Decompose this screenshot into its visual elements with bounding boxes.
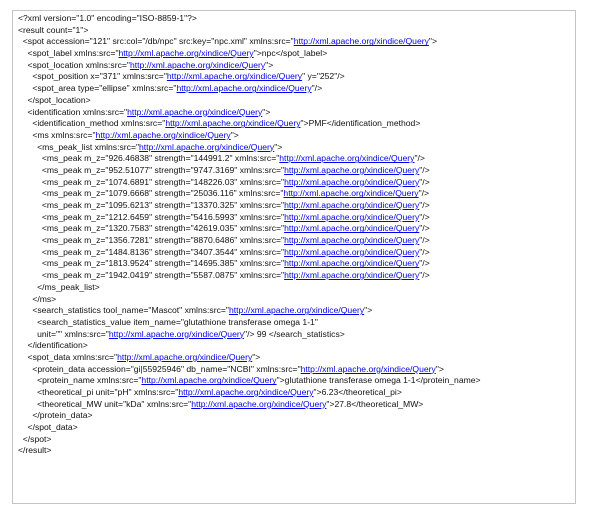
xml-text: "/> (419, 235, 430, 246)
xml-text: unit="" xmlns:src=" (18, 328, 109, 339)
xml-text: <ms_peak m_z="926.46838" strength="144991.2" xmlns:src=" (18, 153, 280, 164)
xml-text: <spot_position x="371" xmlns:src=" (18, 71, 167, 82)
namespace-link[interactable]: http://xml.apache.org/xindice/Query (283, 188, 419, 199)
xml-text: <?xml version="1.0" encoding="ISO-8859-1"?> (18, 13, 197, 23)
xml-line (18, 153, 575, 165)
xml-text: "/> (414, 153, 425, 164)
xml-line (18, 200, 575, 212)
xml-text: <ms_peak m_z="1356.7281" strength="8870.6486" xmlns:src=" (18, 235, 285, 246)
xml-text: ">PMF</identification_method> (300, 118, 421, 129)
xml-line (18, 445, 575, 457)
xml-text: </spot> (18, 433, 52, 444)
xml-line (18, 258, 575, 270)
xml-text: "/> (419, 258, 430, 269)
xml-text: <ms_peak m_z="1079.6668" strength="25036.116" xmlns:src=" (18, 188, 284, 199)
xml-text: " y="252"/> (302, 71, 345, 82)
xml-text: </spot_location> (18, 94, 91, 105)
xml-line (18, 25, 575, 37)
xml-text: <ms xmlns:src=" (18, 129, 96, 140)
xml-text: ">6.23</theoretical_pi> (313, 387, 402, 397)
namespace-link[interactable]: http://xml.apache.org/xindice/Query (139, 141, 275, 152)
xml-line (18, 329, 575, 341)
namespace-link[interactable]: http://xml.apache.org/xindice/Query (191, 398, 327, 409)
xml-text: "/> (419, 270, 430, 281)
namespace-link[interactable]: http://xml.apache.org/xindice/Query (176, 83, 312, 94)
xml-line (18, 270, 575, 282)
xml-text: </ms> (18, 293, 57, 304)
xml-text: <ms_peak m_z="1484.8136" strength="3407.3544" xmlns:src=" (18, 246, 285, 257)
xml-line (18, 375, 575, 387)
xml-text: "/> (419, 164, 430, 175)
xml-text: <identification xmlns:src=" (18, 106, 128, 117)
namespace-link[interactable]: http://xml.apache.org/xindice/Query (284, 258, 420, 269)
xml-line (18, 223, 575, 235)
xml-text: ">glutathione transferase omega 1-1</protein_name> (276, 375, 481, 386)
namespace-link[interactable]: http://xml.apache.org/xindice/Query (279, 153, 415, 164)
xml-text: "> (274, 141, 283, 152)
xml-text: <ms_peak_list xmlns:src=" (18, 141, 140, 152)
xml-text: <ms_peak m_z="1813.9524" strength="14695.385" xmlns:src=" (18, 258, 285, 269)
xml-text: <ms_peak m_z="1074.6891" strength="148226.03" xmlns:src=" (18, 176, 285, 187)
xml-text: <theoretical_MW unit="kDa" xmlns:src=" (18, 398, 192, 409)
namespace-link[interactable]: http://xml.apache.org/xindice/Query (284, 235, 420, 246)
xml-line (18, 212, 575, 224)
namespace-link[interactable]: http://xml.apache.org/xindice/Query (284, 211, 420, 222)
xml-line (18, 235, 575, 247)
namespace-link[interactable]: http://xml.apache.org/xindice/Query (166, 71, 303, 82)
xml-document-viewer (12, 10, 576, 504)
xml-line (18, 48, 575, 60)
xml-line (18, 410, 575, 422)
namespace-link[interactable]: http://xml.apache.org/xindice/Query (127, 106, 263, 117)
namespace-link[interactable]: http://xml.apache.org/xindice/Query (117, 351, 253, 362)
xml-text: <protein_data accession="gi|55925946" db_name="NCBI" xmlns:src=" (18, 363, 301, 374)
xml-text: <result count="1"> (18, 24, 89, 35)
namespace-link[interactable]: http://xml.apache.org/xindice/Query (178, 387, 314, 397)
xml-text: </protein_data> (18, 410, 93, 421)
xml-text: "> (265, 59, 274, 70)
xml-line (18, 130, 575, 142)
xml-line (18, 118, 575, 130)
namespace-link[interactable]: http://xml.apache.org/xindice/Query (284, 164, 420, 175)
xml-line (18, 387, 575, 399)
xml-line (18, 422, 575, 434)
xml-text: "/> (418, 188, 430, 199)
xml-text: <spot_label xmlns:src=" (18, 48, 119, 59)
xml-line (18, 13, 575, 25)
xml-text: "/> 99 </search_statistics> (244, 328, 345, 339)
xml-line (18, 142, 575, 154)
namespace-link[interactable]: http://xml.apache.org/xindice/Query (95, 129, 231, 140)
xml-text: "> (252, 351, 261, 362)
xml-text: <ms_peak m_z="952.51077" strength="9747.3169" xmlns:src=" (18, 164, 285, 175)
xml-line (18, 95, 575, 107)
xml-text: "> (435, 363, 444, 374)
xml-text: "> (262, 106, 271, 117)
xml-line (18, 71, 575, 83)
xml-text: </identification> (18, 340, 88, 351)
xml-text: "/> (419, 176, 430, 187)
xml-text: <spot_area type="ellipse" xmlns:src=" (18, 83, 177, 94)
xml-line (18, 317, 575, 329)
xml-text: <search_statistics_value item_name="glutathione transferase omega 1-1" (18, 316, 318, 327)
xml-text: "/> (311, 83, 323, 94)
xml-text: </spot_data> (18, 422, 78, 433)
xml-line (18, 282, 575, 294)
xml-text: "> (428, 36, 437, 47)
namespace-link[interactable]: http://xml.apache.org/xindice/Query (108, 328, 245, 339)
xml-line (18, 364, 575, 376)
xml-text: "> (230, 129, 239, 140)
namespace-link[interactable]: http://xml.apache.org/xindice/Query (118, 48, 254, 59)
xml-text: "/> (419, 200, 430, 210)
xml-text: <identification_method xmlns:src=" (18, 118, 166, 129)
namespace-link[interactable]: http://xml.apache.org/xindice/Query (284, 270, 420, 281)
xml-line (18, 177, 575, 189)
xml-line (18, 165, 575, 177)
xml-text: <search_statistics tool_name="Mascot" xmlns:src=" (18, 305, 229, 316)
xml-text: <protein_name xmlns:src=" (18, 375, 142, 386)
xml-line (18, 247, 575, 259)
xml-text: <spot accession="121" src:col="/db/npc" src:key="npc.xml" xmlns:src=" (18, 36, 294, 47)
xml-line (18, 36, 575, 48)
namespace-link[interactable]: http://xml.apache.org/xindice/Query (129, 59, 266, 70)
xml-line (18, 399, 575, 411)
namespace-link[interactable]: http://xml.apache.org/xindice/Query (228, 305, 365, 316)
xml-line (18, 305, 575, 317)
xml-text: <theoretical_pi unit="pH" xmlns:src=" (18, 387, 179, 397)
xml-line (18, 434, 575, 446)
namespace-link[interactable]: http://xml.apache.org/xindice/Query (165, 118, 301, 129)
xml-text: ">27.8</theoretical_MW> (326, 398, 424, 409)
namespace-link[interactable]: http://xml.apache.org/xindice/Query (293, 36, 429, 47)
xml-text: <ms_peak m_z="1320.7583" strength="42619.035" xmlns:src=" (18, 223, 285, 234)
namespace-link[interactable]: http://xml.apache.org/xindice/Query (284, 176, 420, 187)
xml-text: ">npc</spot_label> (253, 48, 328, 59)
xml-text: <ms_peak m_z="1942.0419" strength="5587.0875" xmlns:src=" (18, 270, 285, 281)
xml-line (18, 107, 575, 119)
namespace-link[interactable]: http://xml.apache.org/xindice/Query (284, 223, 420, 234)
xml-text: <ms_peak m_z="1212.6459" strength="5416.5993" xmlns:src=" (18, 211, 285, 222)
xml-line (18, 188, 575, 200)
xml-text: "/> (419, 223, 430, 234)
xml-text: </ms_peak_list> (18, 281, 100, 292)
namespace-link[interactable]: http://xml.apache.org/xindice/Query (284, 200, 420, 210)
xml-line (18, 294, 575, 306)
xml-text: <spot_location xmlns:src=" (18, 59, 130, 70)
xml-text: "/> (419, 246, 430, 257)
xml-line (18, 352, 575, 364)
xml-line (18, 340, 575, 352)
xml-text: "> (364, 305, 373, 316)
xml-text: "/> (419, 211, 430, 222)
xml-text: </result> (18, 445, 52, 456)
namespace-link[interactable]: http://xml.apache.org/xindice/Query (141, 375, 277, 386)
namespace-link[interactable]: http://xml.apache.org/xindice/Query (284, 246, 420, 257)
xml-line (18, 60, 575, 72)
xml-text: <ms_peak m_z="1095.6213" strength="13370.325" xmlns:src=" (18, 200, 285, 210)
xml-line (18, 83, 575, 95)
xml-text: <spot_data xmlns:src=" (18, 351, 118, 362)
namespace-link[interactable]: http://xml.apache.org/xindice/Query (300, 363, 436, 374)
